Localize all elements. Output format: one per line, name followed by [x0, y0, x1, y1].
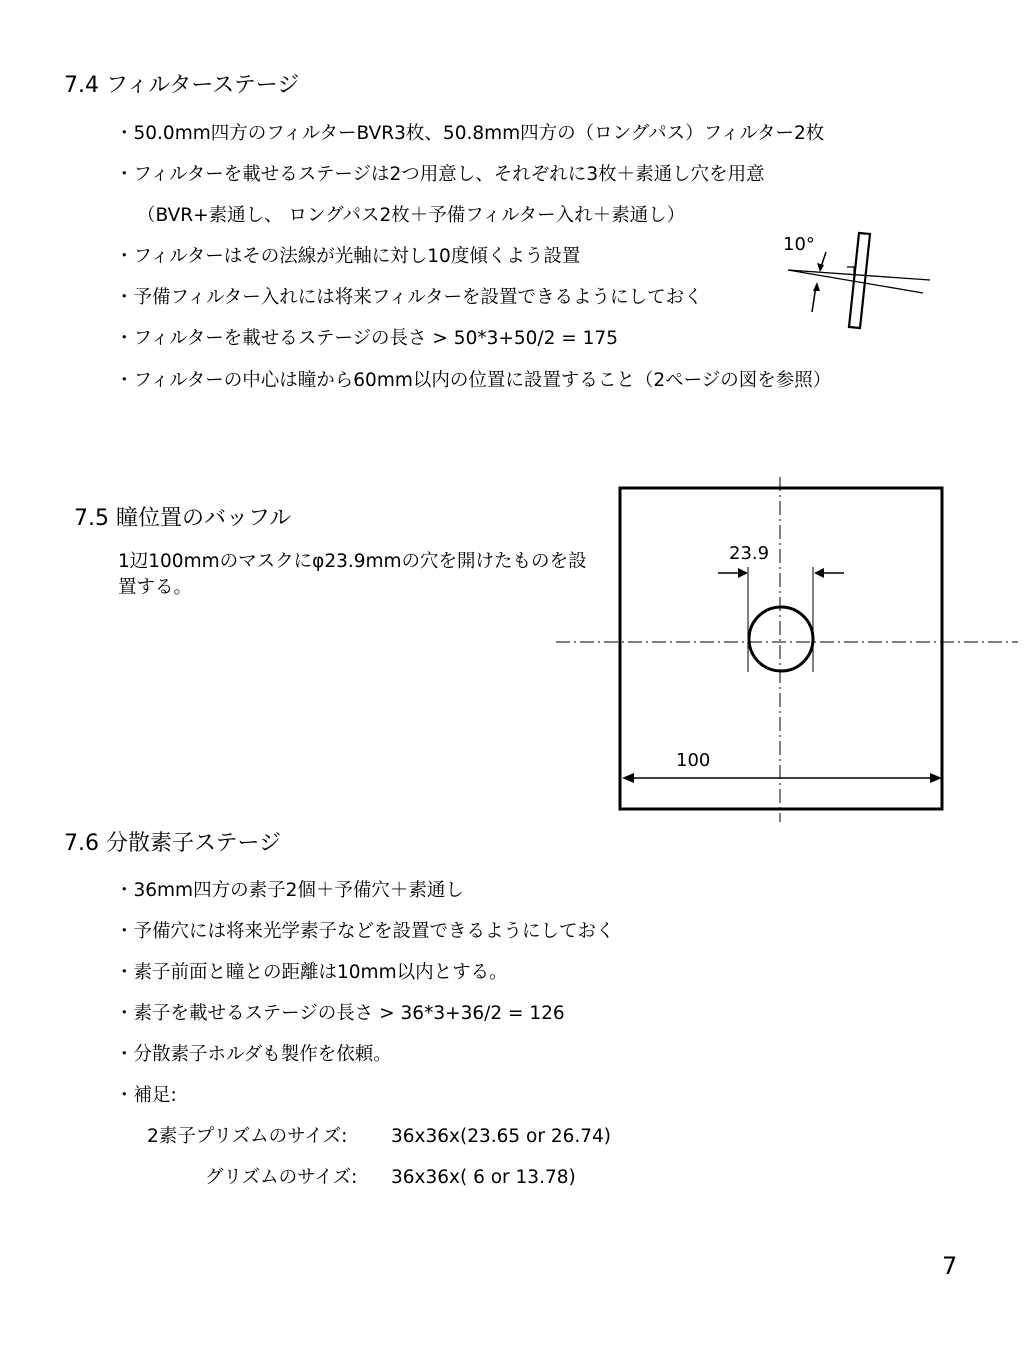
list-item: ・補足:: [115, 1085, 177, 1106]
list-item: ・素子を載せるステージの長さ > 36*3+36/2 = 126: [115, 1003, 565, 1024]
section-7-4-heading: 7.4 フィルターステージ: [64, 73, 300, 98]
grism-size-value: 36x36x( 6 or 13.78): [391, 1167, 576, 1188]
list-item: ・フィルターの中心は瞳から60mm以内の位置に設置すること（2ページの図を参照）: [115, 370, 832, 391]
list-item: ・50.0mm四方のフィルターBVR3枚、50.8mm四方の（ロングパス）フィルター2枚: [115, 123, 825, 144]
list-item: ・分散素子ホルダも製作を依頼。: [115, 1044, 392, 1065]
list-item: ・フィルターはその法線が光軸に対し10度傾くよう設置: [115, 246, 581, 267]
prism-size-value: 36x36x(23.65 or 26.74): [391, 1126, 612, 1147]
list-item: ・36mm四方の素子2個＋予備穴＋素通し: [115, 880, 464, 901]
tilt-angle-label: 10°: [783, 234, 815, 255]
page-number: 7: [942, 1252, 958, 1280]
baffle-description: 1辺100mmのマスクにφ23.9mmの穴を開けたものを設置する。: [118, 551, 587, 598]
list-item: ・フィルターを載せるステージは2つ用意し、それぞれに3枚＋素通し穴を用意: [115, 164, 765, 185]
list-item: ・素子前面と瞳との距離は10mm以内とする。: [115, 962, 508, 983]
grism-size-label: グリズムのサイズ:: [205, 1167, 358, 1188]
mask-width-label: 100: [676, 750, 711, 771]
list-item: ・フィルターを載せるステージの長さ > 50*3+50/2 = 175: [115, 328, 618, 349]
baffle-diagram: [552, 482, 1022, 822]
filter-tilt-diagram: [780, 228, 930, 333]
section-7-6-heading: 7.6 分散素子ステージ: [64, 831, 282, 856]
prism-size-label: 2素子プリズムのサイズ:: [147, 1126, 348, 1147]
hole-diameter-label: 23.9: [729, 543, 770, 564]
list-item: ・予備穴には将来光学素子などを設置できるようにしておく: [115, 921, 615, 942]
list-item: （BVR+素通し、 ロングパス2枚＋予備フィルター入れ＋素通し）: [137, 205, 686, 226]
list-item: ・予備フィルター入れには将来フィルターを設置できるようにしておく: [115, 287, 703, 308]
section-7-5-heading: 7.5 瞳位置のバッフル: [74, 506, 292, 531]
